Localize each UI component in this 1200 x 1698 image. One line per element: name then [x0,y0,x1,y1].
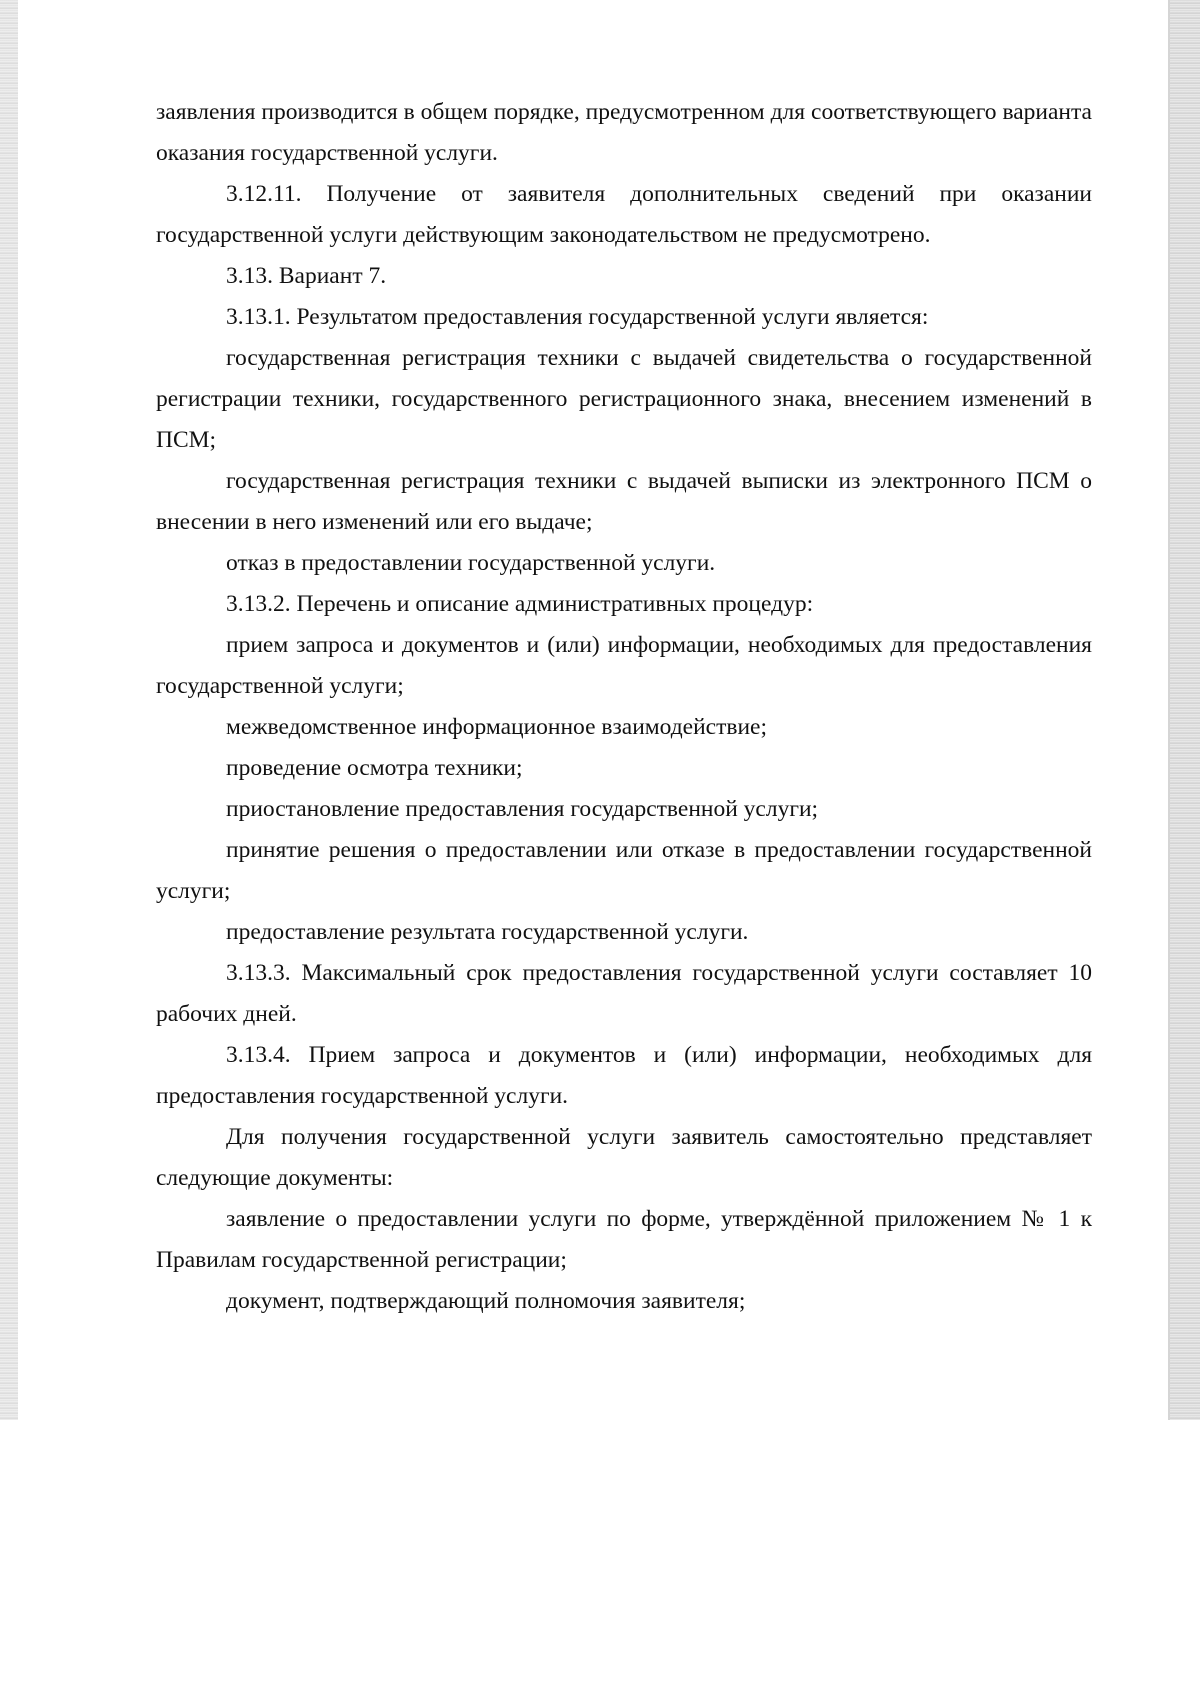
list-item-procedure-5: принятие решения о предоставлении или отказе в предоставлении государственной услуги; [156,837,1092,904]
list-item-procedure-3: проведение осмотра техники; [226,755,523,781]
paragraph-documents-intro: Для получения государственной услуги заявитель самостоятельно представляет следующие документы: [156,1124,1092,1191]
list-item-result-3: отказ в предоставлении государственной услуги. [226,550,716,576]
list-item-procedure-1: прием запроса и документов и (или) информации, необходимых для предоставления государственной услуги; [156,632,1092,699]
list-item-document-1: заявление о предоставлении услуги по форме, утверждённой приложением № 1 к Правилам государственной регистрации; [156,1206,1092,1273]
scan-edge-left [0,0,18,1420]
paragraph-3-12-11: 3.12.11. Получение от заявителя дополнительных сведений при оказании государственной услуги действующим законодательством не предусмотрено. [156,181,1092,248]
paragraph-3-13-2: 3.13.2. Перечень и описание административных процедур: [226,591,814,617]
paragraph-3-13-1: 3.13.1. Результатом предоставления государственной услуги является: [226,304,929,330]
heading-3-13: 3.13. Вариант 7. [226,263,387,289]
scan-edge-right [1170,0,1200,1420]
list-item-procedure-6: предоставление результата государственной услуги. [226,919,749,945]
list-item-procedure-2: межведомственное информационное взаимодействие; [226,714,768,740]
paragraph-3-13-4: 3.13.4. Прием запроса и документов и (или) информации, необходимых для предоставления государственной услуги. [156,1042,1092,1109]
list-item-document-2: документ, подтверждающий полномочия заявителя; [226,1288,746,1314]
list-item-result-1: государственная регистрация техники с выдачей свидетельства о государственной регистрации техники, государственного регистрационного знака, внесением изменений в ПСМ; [156,345,1092,453]
document-body [156,92,1092,1322]
list-item-procedure-4: приостановление предоставления государственной услуги; [226,796,819,822]
list-item-result-2: государственная регистрация техники с выдачей выписки из электронного ПСМ о внесении в него изменений или его выдаче; [156,468,1092,535]
paragraph-continuation: заявления производится в общем порядке, предусмотренном для соответствующего варианта оказания государственной услуги. [156,99,1092,166]
paragraph-3-13-3: 3.13.3. Максимальный срок предоставления государственной услуги составляет 10 рабочих дней. [156,960,1092,1027]
